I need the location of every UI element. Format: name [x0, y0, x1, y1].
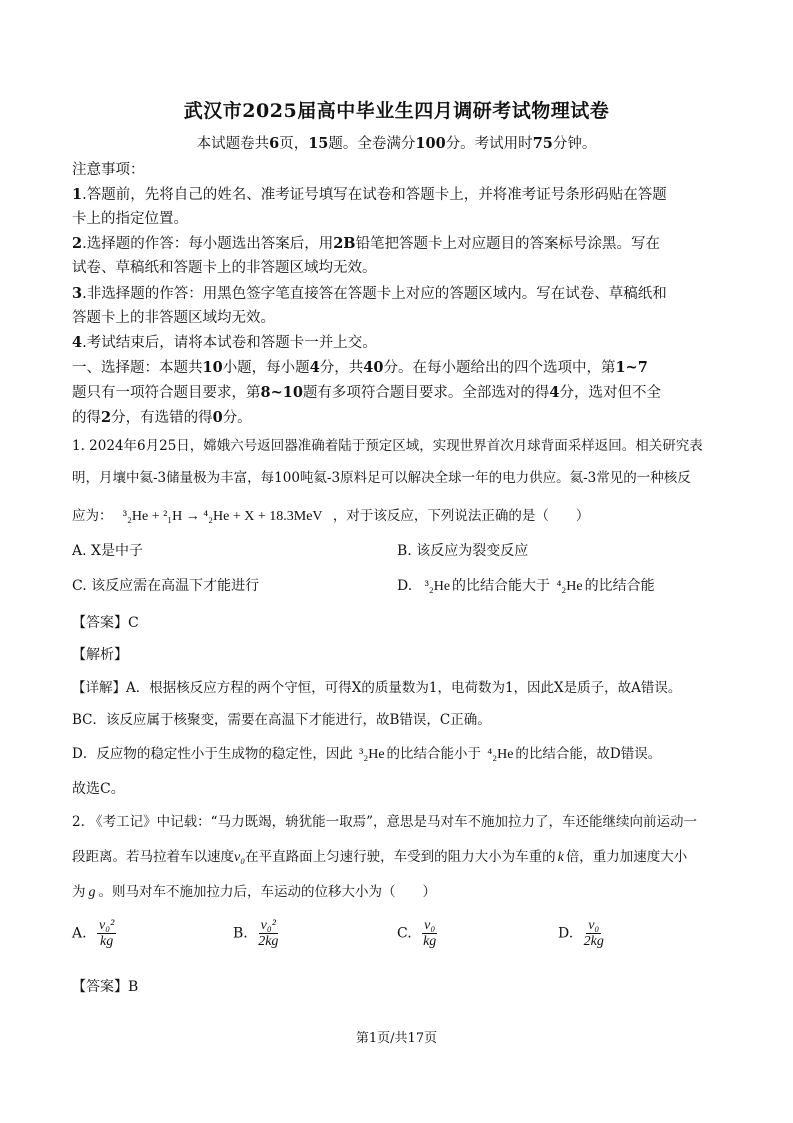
q1-detail-2: BC．该反应属于核聚变，需要在高温下才能进行，故B错误，C正确。	[72, 712, 491, 728]
q1-reaction-equation: ³₂He + ²₁H → ⁴₂He + X + 18.3MeV	[122, 508, 323, 524]
option-label: A.	[72, 925, 87, 942]
fraction-numerator: v₀	[588, 918, 600, 933]
q2-answer: 【答案】B	[72, 979, 139, 995]
q2-option-a	[72, 918, 116, 949]
he3-nuclide: ³₂He	[359, 747, 385, 762]
q1-option-b: B. 该反应为裂变反应	[397, 543, 529, 559]
notice-heading: 注意事项：	[72, 162, 145, 178]
notice-line-3: 2.选择题的作答：每小题选出答案后，用2B铅笔把答题卡上对应题目的答案标号涂黑。写在	[72, 235, 661, 252]
q2-option-d	[558, 918, 604, 949]
notice-line-4: 试卷、草稿纸和答题卡上的非答题区域均无效。	[72, 260, 377, 276]
section1-line-3: 的得2分，有选错的得0分。	[72, 409, 252, 426]
q1-option-d-text-end: 的比结合能	[584, 578, 655, 594]
q1-detail-3-mid: 的比结合能小于	[386, 746, 482, 762]
fraction	[422, 918, 437, 949]
q1-stem-line-1: 1. 2024年6月25日，嫦娥六号返回器准确着陆于预定区域，实现世界首次月球背面采样返回。相关研究表	[72, 438, 703, 454]
he4-nuclide: ⁴₂He	[556, 579, 583, 594]
notice-line-2: 卡上的指定位置。	[72, 211, 188, 227]
q2-text: 倍，重力加速度大小	[565, 849, 688, 865]
option-label: D.	[558, 925, 574, 942]
option-label: B.	[233, 925, 248, 942]
fraction-numerator: v₀	[424, 918, 436, 933]
v0-symbol: v₀	[234, 850, 246, 865]
fraction-numerator: v₀²	[99, 918, 115, 933]
section1-line-2: 题只有一项符合题目要求，第8~10题有多项符合题目要求。全部选对的得4分，选对但不全	[72, 384, 662, 401]
q1-prefix: 应为：	[72, 508, 113, 524]
q2-text: 为	[72, 884, 86, 900]
fraction-denominator: kg	[423, 934, 437, 949]
he3-nuclide: ³₂He	[424, 579, 451, 594]
page-footer: 第1页/共17页	[355, 1031, 438, 1046]
q1-detail-3-pre: D．反应物的稳定性小于生成物的稳定性，因此	[72, 746, 353, 762]
option-label: C.	[397, 925, 412, 942]
he4-nuclide: ⁴₂He	[487, 747, 514, 762]
notice-line-5: 3.非选择题的作答：用黑色签字笔直接答在答题卡上对应的答题区域内。写在试卷、草稿纸和	[72, 285, 667, 302]
fraction-denominator: kg	[100, 934, 114, 949]
q1-option-c: C. 该反应需在高温下才能进行	[72, 578, 260, 594]
q1-suffix: ，对于该反应，下列说法正确的是（ ）	[332, 508, 590, 524]
q1-stem-line-2: 明，月壤中氦-3储量极为丰富，每100吨氦-3原料足可以解决全球一年的电力供应。氦-3常见的一种核反	[72, 470, 691, 486]
q1-analysis-heading: 【解析】	[72, 647, 128, 663]
q1-option-d-label: D.	[397, 578, 413, 594]
fraction	[97, 918, 116, 949]
fraction-numerator: v₀²	[260, 918, 276, 933]
q2-text: 。则马对车不施加拉力后，车运动的位移大小为（ ）	[98, 884, 436, 900]
g-symbol: g	[88, 885, 96, 900]
q1-option-d	[397, 575, 655, 595]
k-symbol: k	[557, 850, 564, 865]
q2-text: 段距离。若马拉着车以速度	[72, 849, 234, 865]
notice-line-6: 答题卡上的非答题区域均无效。	[72, 310, 275, 326]
fraction-denominator: 2kg	[583, 934, 604, 949]
exam-subtitle: 本试题卷共6页，15题。全卷满分100分。考试用时75分钟。	[196, 135, 597, 152]
notice-line-1: 1.答题前，先将自己的姓名、准考证号填写在试卷和答题卡上，并将准考证号条形码贴在答题	[72, 186, 667, 203]
fraction-denominator: 2kg	[258, 934, 279, 949]
q1-detail-1: 【详解】A．根据核反应方程的两个守恒，可得X的质量数为1，电荷数为1，因此X是质子，故A错误。	[72, 680, 682, 696]
q2-text: 在平直路面上匀速行驶，车受到的阻力大小为车重的	[245, 849, 556, 865]
q1-option-d-text: 的比结合能大于	[452, 578, 551, 594]
q1-detail-3	[72, 742, 661, 763]
q1-answer: 【答案】C	[72, 615, 139, 631]
q2-stem-line-1: 2. 《考工记》中记载：“马力既竭，辀犹能一取焉”，意思是马对车不施加拉力了，车还能继续向前运动一	[72, 814, 697, 830]
q1-option-a: A. X是中子	[72, 543, 143, 559]
q2-stem-line-2	[72, 845, 687, 866]
fraction	[258, 918, 278, 949]
section1-line-1: 一、选择题：本题共10小题，每小题4分，共40分。在每小题给出的四个选项中，第1~7	[72, 359, 648, 376]
q1-conclusion: 故选C。	[72, 781, 125, 797]
q1-stem-line-3	[72, 504, 589, 525]
exam-title: 武汉市2025届高中毕业生四月调研考试物理试卷	[183, 100, 610, 122]
q1-detail-3-post: 的比结合能，故D错误。	[515, 746, 662, 762]
q2-option-c	[397, 918, 437, 949]
fraction	[584, 918, 604, 949]
q2-stem-line-3	[72, 880, 436, 901]
notice-line-7: 4.考试结束后，请将本试卷和答题卡一并上交。	[72, 334, 377, 351]
q2-option-b	[233, 918, 278, 949]
